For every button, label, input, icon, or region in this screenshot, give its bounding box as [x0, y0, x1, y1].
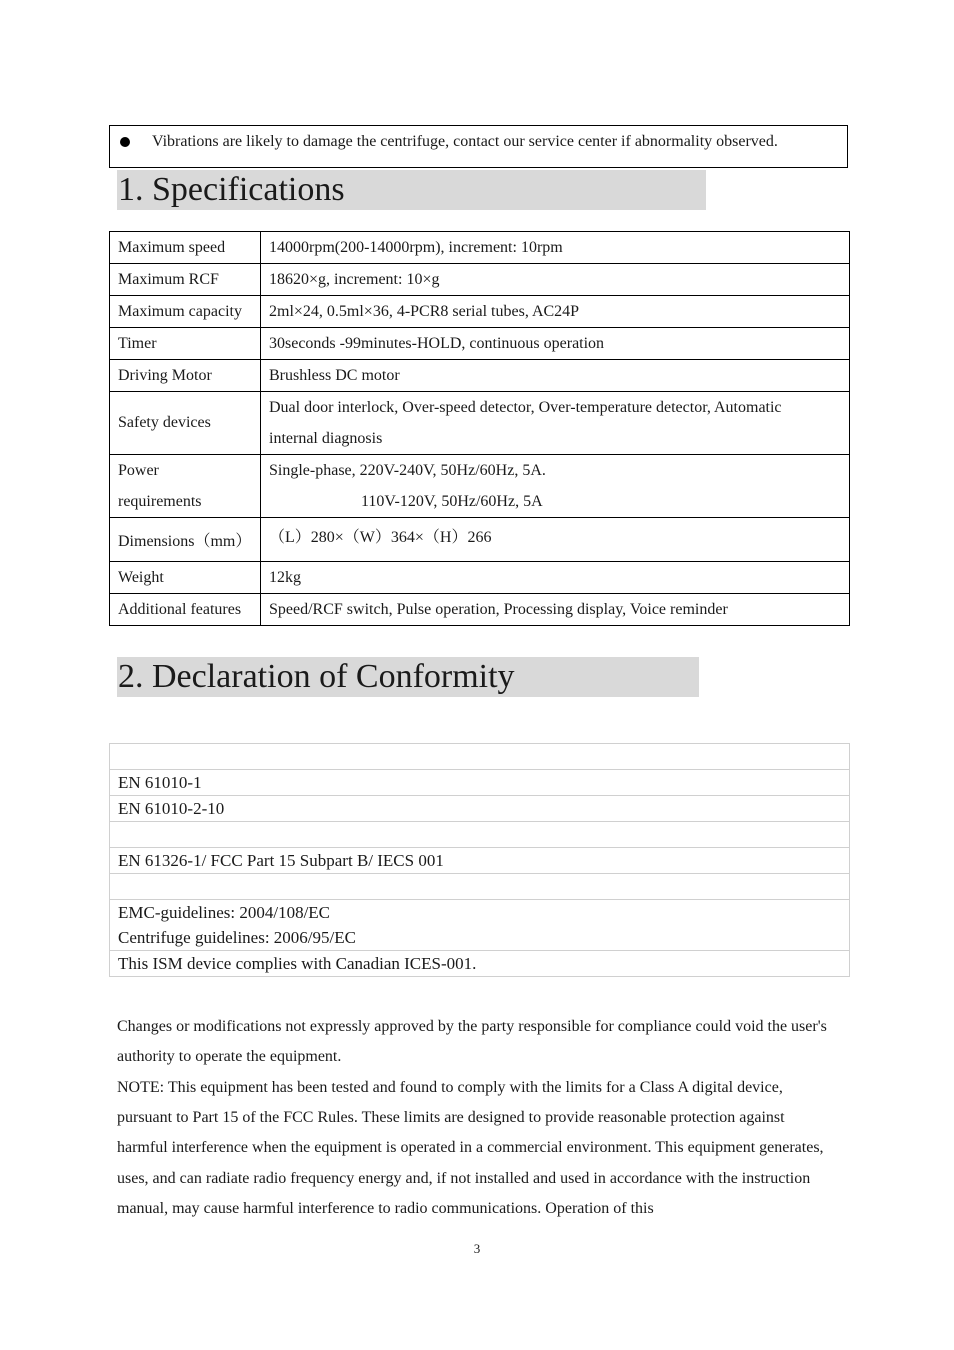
- table-row: [110, 518, 850, 562]
- conformity-row: [110, 900, 849, 951]
- spec-label: Safety devices: [110, 392, 261, 455]
- conformity-row: [110, 744, 849, 770]
- spec-value-line: Dual door interlock, Over-speed detector, Over-temperature detector, Automatic: [269, 399, 782, 416]
- spec-label: Timer: [110, 328, 261, 360]
- spec-value: Speed/RCF switch, Pulse operation, Processing display, Voice reminder: [261, 594, 850, 626]
- fcc-note-paragraph: NOTE: This equipment has been tested and found to comply with the limits for a Class A digital device, pursuant to Part 15 of the FCC Rules. These limits are designed to provide reasonable protection against harmful interference when the equipment is operated in a commercial environment. This equipment generates, uses, and can radiate radio frequency energy and, if not installed and used in accordance with the instruction manual, may cause harmful interference to radio communications. Operation of this: [117, 1079, 824, 1217]
- conformity-table: [109, 743, 850, 977]
- section-heading-specifications: 1. Specifications: [117, 170, 706, 210]
- warning-text: Vibrations are likely to damage the centrifuge, contact our service center if abnormality observed.: [152, 133, 778, 150]
- table-row: [110, 392, 850, 455]
- spec-value: 30seconds -99minutes-HOLD, continuous operation: [261, 328, 850, 360]
- spec-label-line: Power: [118, 462, 159, 479]
- table-row: [110, 455, 850, 518]
- spec-value: 12kg: [261, 562, 850, 594]
- spec-value: [261, 455, 850, 518]
- spec-label-line: requirements: [118, 493, 202, 510]
- spec-label: Maximum RCF: [110, 264, 261, 296]
- fcc-changes-paragraph: Changes or modifications not expressly approved by the party responsible for compliance could void the user's authority to operate the equipment.: [117, 1018, 827, 1066]
- spec-value-line: Single-phase, 220V-240V, 50Hz/60Hz, 5A.: [269, 462, 546, 479]
- spec-value: （L）280×（W）364×（H）266: [261, 518, 850, 562]
- table-row: [110, 328, 850, 360]
- spec-value-line: 110V-120V, 50Hz/60Hz, 5A: [361, 493, 543, 510]
- conformity-line: Centrifuge guidelines: 2006/95/EC: [118, 928, 356, 947]
- spec-value: Brushless DC motor: [261, 360, 850, 392]
- warning-box: [109, 125, 848, 168]
- spec-label: Maximum capacity: [110, 296, 261, 328]
- bullet-icon: [120, 137, 130, 147]
- conformity-row: [110, 822, 849, 848]
- spec-value-line: internal diagnosis: [269, 430, 383, 447]
- conformity-row: EN 61010-1: [110, 770, 849, 796]
- conformity-row: [110, 874, 849, 900]
- table-row: [110, 360, 850, 392]
- section-heading-declaration: 2. Declaration of Conformity: [117, 657, 699, 697]
- page-number: 3: [473, 1241, 481, 1256]
- spec-value: 18620×g, increment: 10×g: [261, 264, 850, 296]
- specifications-table: [109, 231, 850, 626]
- conformity-row: EN 61010-2-10: [110, 796, 849, 822]
- spec-label: [110, 455, 261, 518]
- spec-label: Driving Motor: [110, 360, 261, 392]
- conformity-row: This ISM device complies with Canadian ICES-001.: [118, 954, 477, 973]
- spec-value: [261, 392, 850, 455]
- conformity-row: EN 61326-1/ FCC Part 15 Subpart B/ IECS 001: [110, 848, 849, 874]
- spec-value: 14000rpm(200-14000rpm), increment: 10rpm: [261, 232, 850, 264]
- table-row: [110, 232, 850, 264]
- spec-value: 2ml×24, 0.5ml×36, 4-PCR8 serial tubes, AC24P: [261, 296, 850, 328]
- conformity-line: EMC-guidelines: 2004/108/EC: [118, 903, 331, 922]
- spec-label: Maximum speed: [110, 232, 261, 264]
- table-row: [110, 296, 850, 328]
- spec-label: Additional features: [110, 594, 261, 626]
- table-row: [110, 264, 850, 296]
- table-row: [110, 562, 850, 594]
- table-row: [110, 594, 850, 626]
- spec-label: Dimensions（mm）: [110, 518, 261, 562]
- spec-label: Weight: [110, 562, 261, 594]
